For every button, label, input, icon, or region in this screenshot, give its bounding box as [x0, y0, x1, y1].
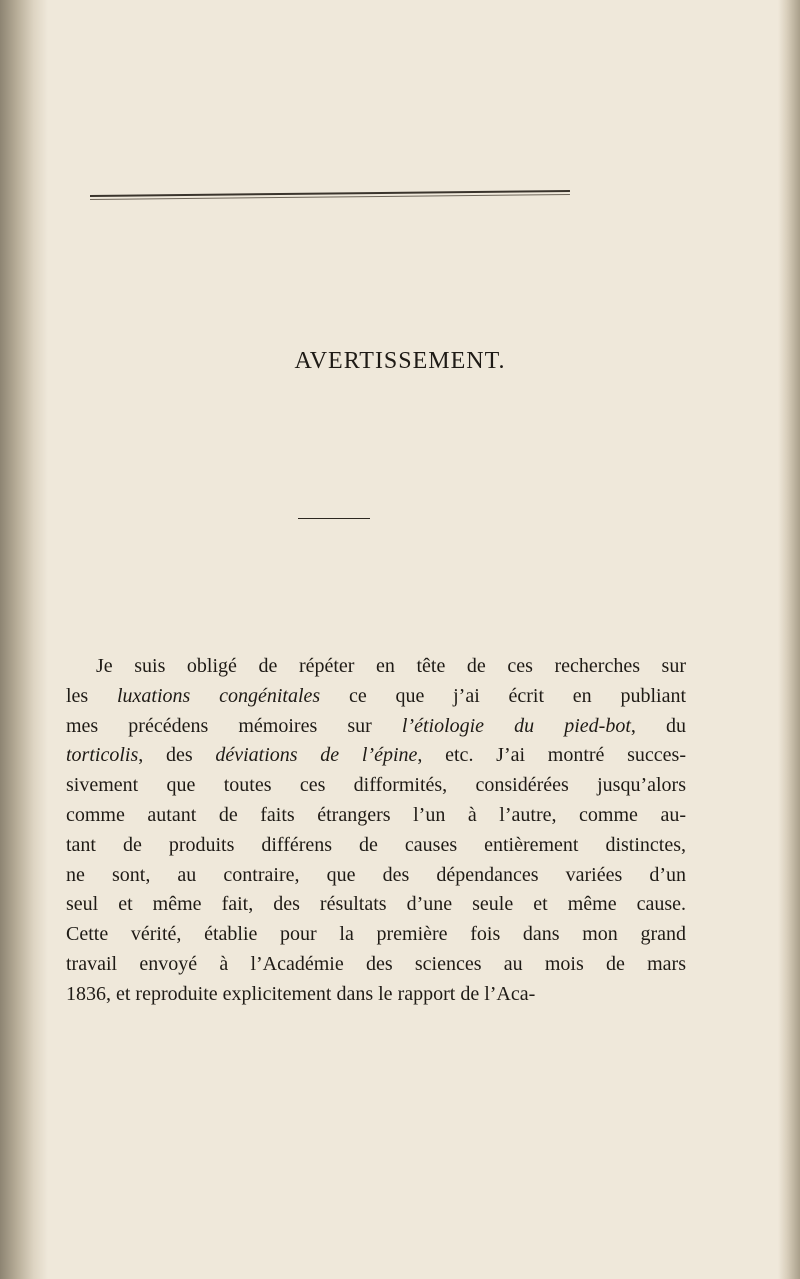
text-segment: travail envoyé à l’Académie des sciences au mois de mars [66, 952, 686, 975]
text-line [66, 920, 686, 950]
text-segment: seul et même fait, des résultats d’une seule et même cause. [66, 893, 686, 916]
italic-term: déviations de l’épine [215, 744, 418, 767]
text-segment: Je suis obligé de répéter en tête de ces recherches sur [96, 655, 686, 677]
text-segment: Cette vérité, établie pour la première fois dans mon grand [66, 923, 686, 946]
text-line [66, 890, 686, 920]
italic-term: luxations congénitales [116, 684, 321, 707]
text-line [66, 831, 686, 861]
text-segment: comme autant de faits étrangers l’un à l’autre, comme au- [66, 803, 686, 826]
text-line [66, 950, 686, 980]
text-segment: 1836, et reproduite explicitement dans le rapport de l’Aca- [66, 982, 536, 1005]
text-segment: ne sont, au contraire, que des dépendances variées d’un [66, 863, 686, 886]
text-segment: tant de produits différens de causes entièrement distinctes, [66, 833, 686, 856]
text-line [66, 652, 686, 682]
text-line [66, 801, 686, 831]
text-segment: , du [630, 714, 686, 737]
text-line [66, 980, 686, 1010]
page-left-edge [0, 0, 48, 1279]
text-segment: , etc. J’ai montré succes- [417, 744, 686, 767]
text-line [66, 682, 686, 712]
page-right-edge [778, 0, 800, 1279]
text-line [66, 861, 686, 891]
italic-term: l’étiologie du pied-bot [401, 714, 631, 737]
text-segment: , des [138, 744, 216, 767]
text-line [66, 771, 686, 801]
italic-term: torticolis [66, 744, 139, 767]
text-line [66, 712, 686, 742]
text-segment: ce que j’ai écrit en publiant [320, 684, 686, 707]
section-divider [298, 518, 370, 519]
text-segment: les [66, 684, 117, 707]
page-title: AVERTISSEMENT. [294, 348, 506, 374]
text-segment: sivement que toutes ces difformités, considérées jusqu’alors [66, 774, 686, 797]
text-segment: mes précédens mémoires sur [66, 714, 402, 737]
text-line [66, 741, 686, 771]
body-paragraph [66, 652, 686, 1010]
